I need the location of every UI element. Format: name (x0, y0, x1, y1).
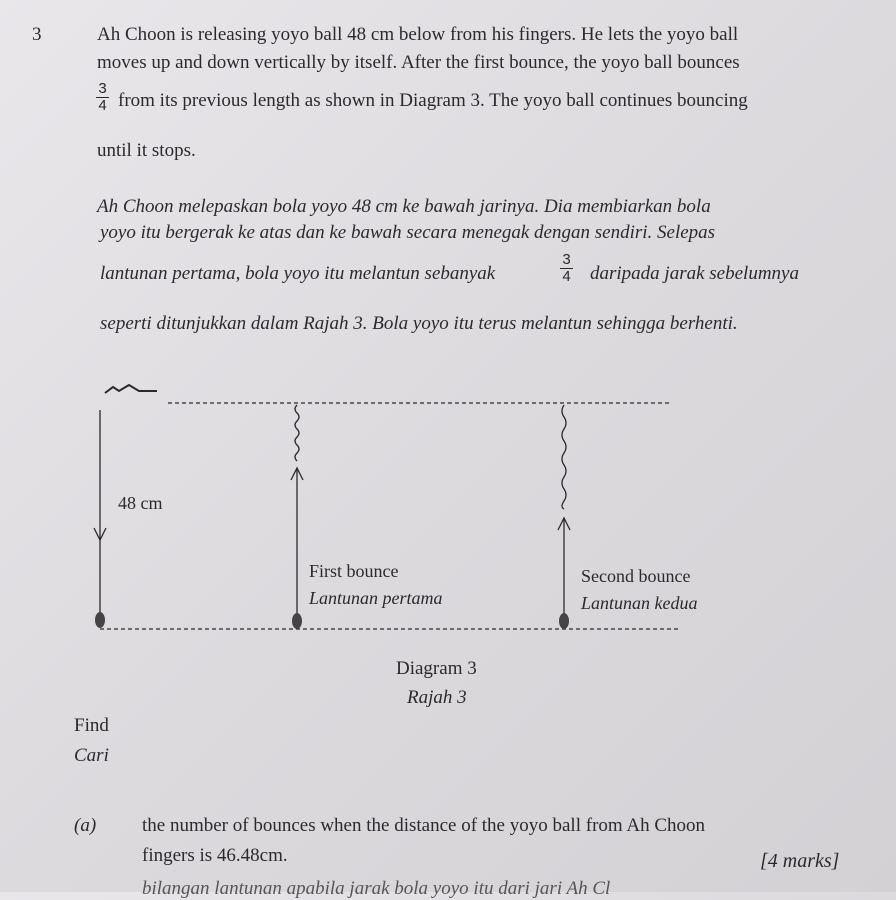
marks-label: [4 marks] (760, 850, 840, 872)
fraction-numerator: 3 (98, 80, 107, 97)
fraction-denominator: 4 (562, 268, 571, 285)
yoyo-ball-icon (559, 613, 569, 629)
malay-line-4: seperti ditunjukkan dalam Rajah 3. Bola yoyo itu terus melantun sehingga berhenti. (100, 313, 738, 334)
diagram-caption-malay: Rajah 3 (407, 687, 467, 708)
first-bounce-wavy-line (295, 405, 299, 461)
malay-line-2: yoyo itu bergerak ke atas dan ke bawah secara menegak dengan sendiri. Selepas (100, 222, 716, 243)
second-bounce-malay-label: Lantunan kedua (581, 593, 698, 613)
english-line-3: from its previous length as shown in Diagram 3. The yoyo ball continues bouncing (118, 90, 748, 111)
malay-line-3b: daripada jarak sebelumnya (590, 263, 799, 284)
malay-line-1: Ah Choon melepaskan bola yoyo 48 cm ke bawah jarinya. Dia membiarkan bola (97, 196, 711, 217)
height-label: 48 cm (118, 493, 163, 513)
part-a-malay-partial: bilangan lantunan apabila jarak bola yoyo itu dari jari Ah Cl (142, 878, 611, 899)
first-bounce-malay-label: Lantunan pertama (309, 588, 443, 608)
find-malay-label: Cari (74, 745, 109, 766)
english-line-1: Ah Choon is releasing yoyo ball 48 cm below from his fingers. He lets the yoyo ball (97, 24, 739, 45)
yoyo-ball-icon (95, 612, 105, 628)
second-bounce-label: Second bounce (581, 566, 691, 586)
first-bounce-label: First bounce (309, 561, 399, 581)
malay-line-3a: lantunan pertama, bola yoyo itu melantun sebanyak (100, 263, 496, 284)
fraction-denominator: 4 (98, 97, 107, 114)
english-line-2: moves up and down vertically by itself. After the first bounce, the yoyo ball bounces (97, 52, 740, 73)
question-number: 3 (32, 24, 42, 45)
english-line-4: until it stops. (97, 140, 196, 161)
diagram-caption: Diagram 3 (396, 658, 477, 679)
part-a-label: (a) (74, 815, 97, 836)
part-a-line-1: the number of bounces when the distance of the yoyo ball from Ah Choon (142, 815, 706, 836)
yoyo-ball-icon (292, 613, 302, 629)
hand-icon (105, 385, 157, 393)
second-bounce-wavy-line (562, 405, 566, 509)
fraction-numerator: 3 (562, 251, 571, 268)
part-a-line-2: fingers is 46.48cm. (142, 845, 288, 866)
find-label: Find (74, 715, 109, 736)
